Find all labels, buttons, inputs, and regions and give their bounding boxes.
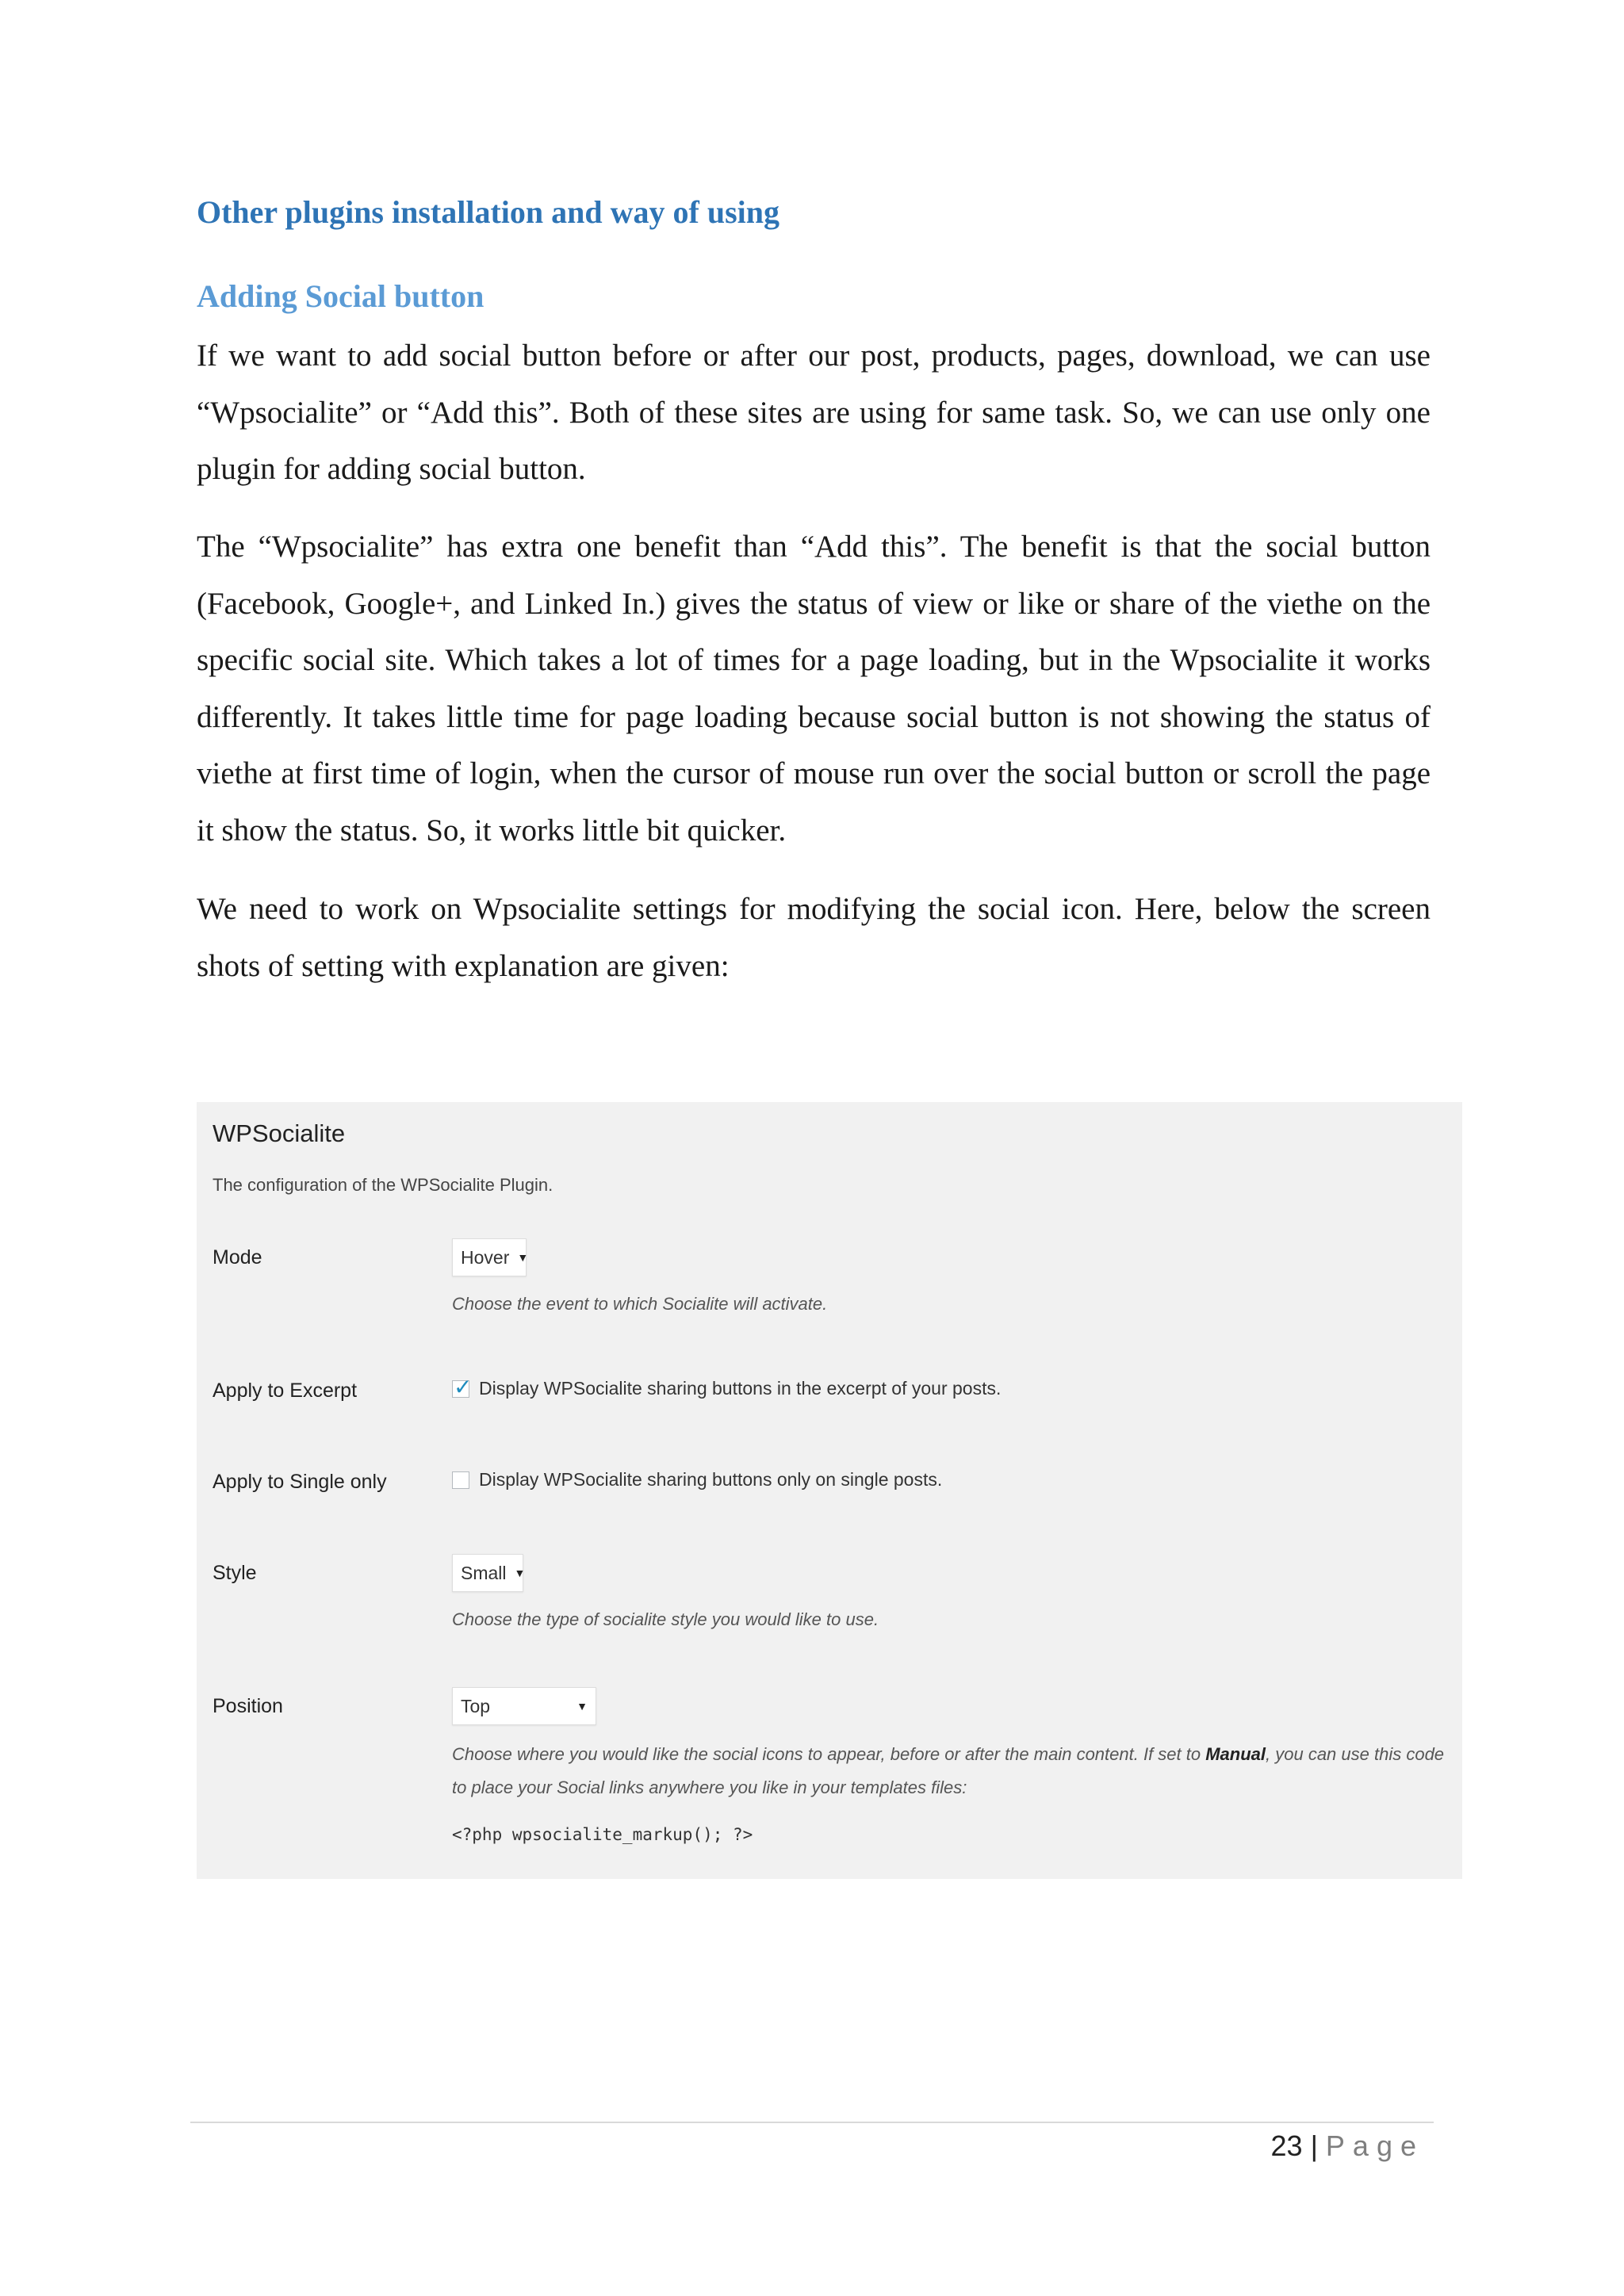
subsection-heading: Adding Social button xyxy=(197,278,485,314)
apply-single-checkbox[interactable] xyxy=(452,1471,469,1489)
footer-separator: | xyxy=(1310,2130,1318,2162)
style-help: Choose the type of socialite style you would like to use. xyxy=(452,1609,879,1629)
mode-select-value: Hover xyxy=(461,1246,510,1268)
mode-select[interactable] xyxy=(452,1238,527,1276)
apply-single-text: Display WPSocialite sharing buttons only on single posts. xyxy=(479,1469,943,1490)
page-number: 23 xyxy=(1270,2130,1303,2162)
position-code-snippet: <?php wpsocialite_markup(); ?> xyxy=(452,1825,753,1844)
mode-label: Mode xyxy=(213,1246,262,1269)
mode-help: Choose the event to which Socialite will activate. xyxy=(452,1294,828,1314)
position-select-value: Top xyxy=(461,1695,491,1716)
section-heading: Other plugins installation and way of using xyxy=(197,194,780,230)
apply-single-label: Apply to Single only xyxy=(213,1471,387,1493)
apply-single-option xyxy=(452,1469,942,1490)
style-select[interactable] xyxy=(452,1554,526,1592)
paragraph-intro: If we want to add social button before or after our post, products, pages, download, we can use “Wpsocialite” or “Add this”. Both of these sites are using for same task. So, we can use only one plugin for adding social button. xyxy=(197,339,1431,486)
position-help-manual: Manual xyxy=(1205,1744,1266,1764)
paragraph-settings: We need to work on Wpsocialite settings for modifying the social icon. Here, below the screen shots of setting with explanation are given: xyxy=(197,892,1431,983)
apply-excerpt-option xyxy=(452,1378,1001,1399)
page-word: Page xyxy=(1325,2130,1424,2162)
footer-divider xyxy=(190,2122,1434,2123)
style-select-value: Small xyxy=(461,1562,507,1583)
apply-excerpt-checkbox[interactable] xyxy=(452,1380,469,1398)
dropdown-arrow-icon: ▼ xyxy=(514,1567,526,1579)
position-select[interactable] xyxy=(452,1687,596,1725)
settings-title: WPSocialite xyxy=(213,1119,346,1147)
page-footer xyxy=(1271,2130,1424,2163)
wpsocialite-settings-screenshot xyxy=(197,1102,1462,1879)
position-help-before: Choose where you would like the social icons to appear, before or after the main content. If set to xyxy=(452,1744,1206,1764)
settings-description: The configuration of the WPSocialite Plugin. xyxy=(213,1175,553,1195)
position-help-after: , you can use this code to place your Social links anywhere you like in your templates files: xyxy=(452,1744,1445,1797)
dropdown-arrow-icon: ▼ xyxy=(517,1251,529,1264)
dropdown-arrow-icon: ▼ xyxy=(576,1700,588,1712)
paragraph-benefit: The “Wpsocialite” has extra one benefit than “Add this”. The benefit is that the social button (Facebook, Google+, and Linked In.) gives the status of view or like or share of the viethe on the specific social site. Which takes a lot of times for a page loading, but in the Wpsocialite it works differently. It takes little time for page loading because social button is not showing the status of viethe at first time of login, when the cursor of mouse run over the social button or scroll the page it show the status. So, it works little bit quicker. xyxy=(197,530,1431,848)
apply-excerpt-text: Display WPSocialite sharing buttons in the excerpt of your posts. xyxy=(479,1378,1002,1399)
style-label: Style xyxy=(213,1562,257,1584)
position-help xyxy=(452,1738,1451,1804)
position-label: Position xyxy=(213,1695,283,1717)
apply-excerpt-label: Apply to Excerpt xyxy=(213,1380,358,1402)
